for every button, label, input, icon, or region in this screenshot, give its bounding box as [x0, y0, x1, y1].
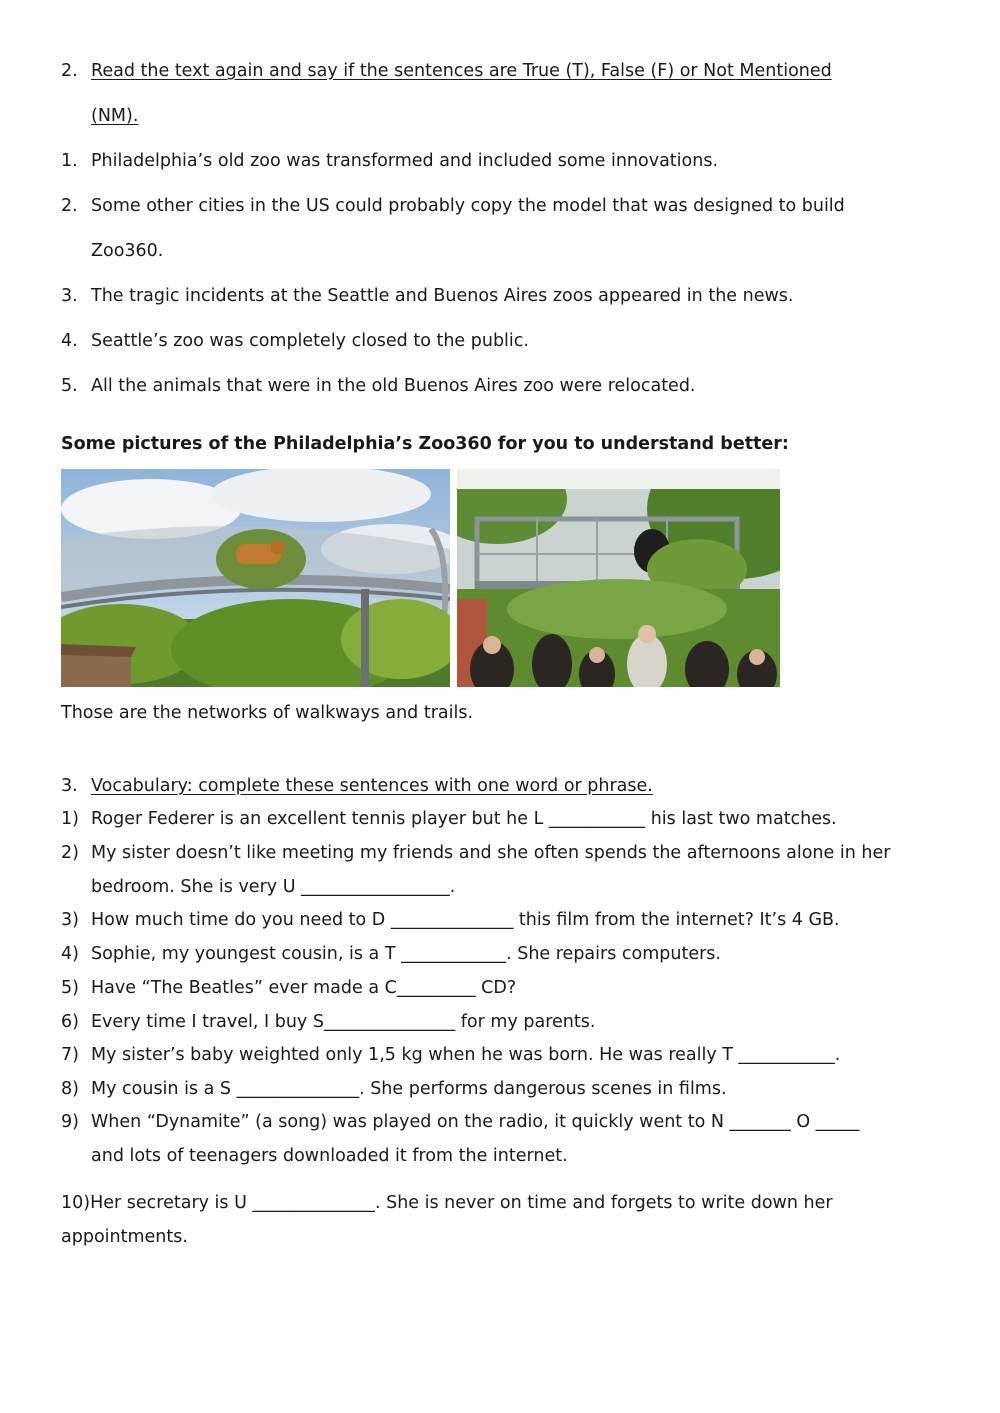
vocab-sentence: How much time do you need to D ______________ this film from the internet? It’s 4 GB.: [91, 910, 840, 930]
statement-text: Philadelphia’s old zoo was transformed and included some innovations.: [91, 151, 719, 171]
item-number: 3.: [61, 286, 78, 306]
vocab-sentence: When “Dynamite” (a song) was played on the radio, it quickly went to N _______ O _____: [91, 1112, 860, 1132]
pictures-caption: Those are the networks of walkways and trails.: [61, 703, 474, 723]
item-number: 7): [61, 1045, 79, 1065]
item-number: 2.: [61, 196, 78, 216]
item-number: 6): [61, 1012, 79, 1032]
statement-text: All the animals that were in the old Buenos Aires zoo were relocated.: [91, 376, 696, 396]
vocab-sentence: Every time I travel, I buy S_______________ for my parents.: [91, 1012, 596, 1032]
pictures-heading: Some pictures of the Philadelphia’s Zoo360 for you to understand better:: [61, 434, 789, 454]
vocab-item-10-cont: appointments.: [61, 1227, 188, 1247]
statement-text: Some other cities in the US could probably copy the model that was designed to build: [91, 196, 845, 216]
section-instruction-cont: (NM).: [91, 106, 139, 126]
item-number: 5.: [61, 376, 78, 396]
item-number: 1.: [61, 151, 78, 171]
vocab-sentence: My sister doesn’t like meeting my friends and she often spends the afternoons alone in her: [91, 843, 891, 863]
statement-text: Seattle’s zoo was completely closed to the public.: [91, 331, 529, 351]
vocab-sentence: My sister’s baby weighted only 1,5 kg when he was born. He was really T ___________.: [91, 1045, 841, 1065]
section-number: 2.: [61, 61, 78, 81]
statement-text: The tragic incidents at the Seattle and Buenos Aires zoos appeared in the news.: [91, 286, 794, 306]
vocab-sentence: My cousin is a S ______________. She performs dangerous scenes in films.: [91, 1079, 727, 1099]
vocab-sentence: and lots of teenagers downloaded it from the internet.: [91, 1146, 568, 1166]
item-number: 8): [61, 1079, 79, 1099]
item-number: 9): [61, 1112, 79, 1132]
vocab-sentence: Sophie, my youngest cousin, is a T ____________. She repairs computers.: [91, 944, 721, 964]
item-number: 4.: [61, 331, 78, 351]
zoo-tiger-walkway-photo: [61, 469, 450, 687]
statement-text: Zoo360.: [91, 241, 164, 261]
vocab-sentence: Have “The Beatles” ever made a C_________ CD?: [91, 978, 517, 998]
vocab-item-10: 10)Her secretary is U ______________. She is never on time and forgets to write down her: [61, 1193, 833, 1213]
zoo-gorilla-walkway-photo: [457, 469, 780, 687]
item-number: 3): [61, 910, 79, 930]
item-number: 1): [61, 809, 79, 829]
item-number: 5): [61, 978, 79, 998]
item-number: 2): [61, 843, 79, 863]
item-number: 4): [61, 944, 79, 964]
vocab-sentence: Roger Federer is an excellent tennis player but he L ___________ his last two matches.: [91, 809, 837, 829]
vocab-sentence: bedroom. She is very U _________________.: [91, 877, 456, 897]
section-instruction: Vocabulary: complete these sentences with one word or phrase.: [91, 776, 653, 796]
section-number: 3.: [61, 776, 78, 796]
section-instruction: Read the text again and say if the sentences are True (T), False (F) or Not Mentioned: [91, 61, 832, 81]
